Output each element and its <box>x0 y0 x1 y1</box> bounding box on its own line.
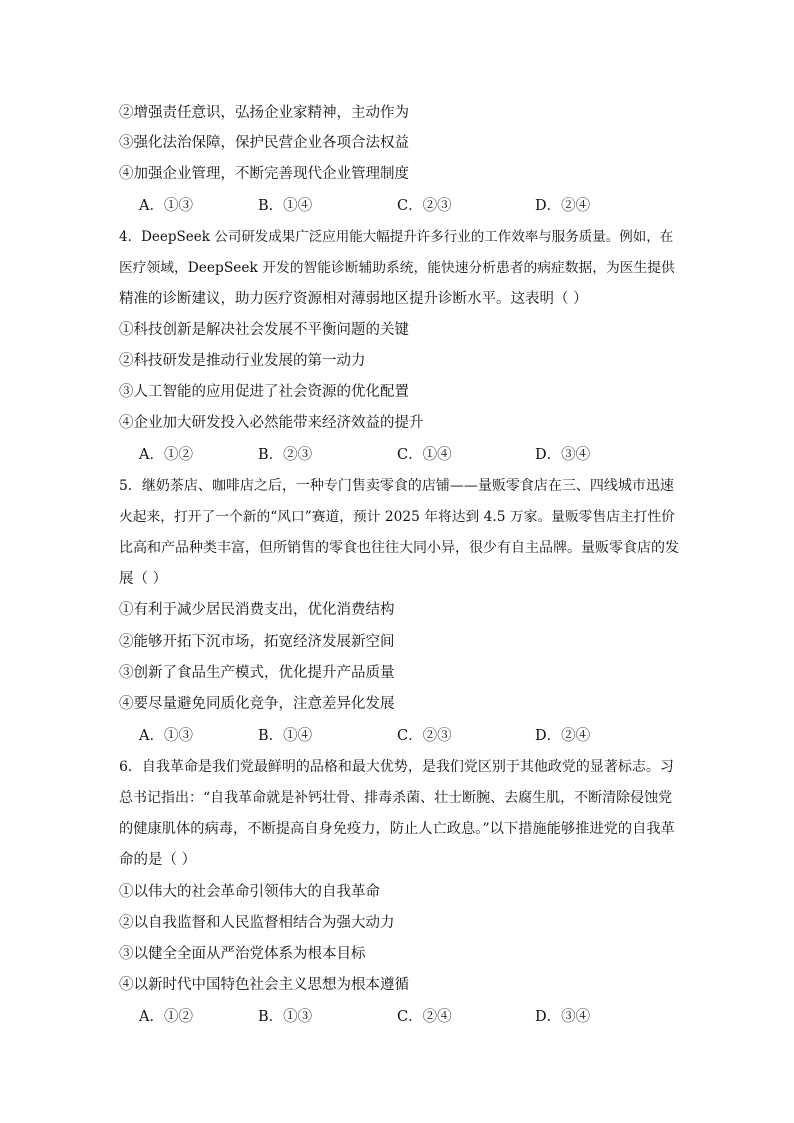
q6-stem-line-4: 命的是（ ） <box>119 852 197 868</box>
q5-options <box>119 726 679 746</box>
q4-item-3: ③人工智能的应用促进了社会资源的优化配置 <box>119 384 409 400</box>
q3-option-c: C．②③ <box>397 198 452 214</box>
q3-item-3: ③强化法治保障，保护民营企业各项合法权益 <box>119 135 409 151</box>
q4-stem-line-2: 医疗领域，DeepSeek 开发的智能诊断辅助系统，能快速分析患者的病症数据，为医生提供 <box>119 260 675 276</box>
q5-option-b: B．①④ <box>258 728 313 744</box>
q6-stem-line-3: 的健康肌体的病毒，不断提高自身免疫力，防止人亡政息。”以下措施能够推进党的自我革 <box>119 821 675 837</box>
q3-item-2: ②增强责任意识，弘扬企业家精神，主动作为 <box>119 105 409 121</box>
q3-option-b: B．①④ <box>258 198 313 214</box>
q5-item-4: ④要尽量避免同质化竞争，注意差异化发展 <box>119 696 395 712</box>
q6-options <box>119 1007 679 1027</box>
q5-item-3: ③创新了食品生产模式，优化提升产品质量 <box>119 665 395 681</box>
q6-item-1: ①以伟大的社会革命引领伟大的自我革命 <box>119 884 380 900</box>
q3-option-d: D．②④ <box>535 198 591 214</box>
q6-item-3: ③以健全全面从严治党体系为根本目标 <box>119 946 366 962</box>
q3-options <box>119 196 679 216</box>
q6-option-b: B．①③ <box>258 1009 313 1025</box>
q4-item-1: ①科技创新是解决社会发展不平衡问题的关键 <box>119 322 409 338</box>
q4-stem-line-3: 精准的诊断建议，助力医疗资源相对薄弱地区提升诊断水平。这表明（ ） <box>119 291 588 307</box>
q4-option-a: A．①② <box>139 447 193 463</box>
q3-option-a: A．①③ <box>139 198 193 214</box>
q4-item-4: ④企业加大研发投入必然能带来经济效益的提升 <box>119 415 424 431</box>
q6-item-4: ④以新时代中国特色社会主义思想为根本遵循 <box>119 977 409 993</box>
q4-item-2: ②科技研发是推动行业发展的第一动力 <box>119 353 366 369</box>
q5-stem-line-3: 比高和产品种类丰富，但所销售的零食也往往大同小异，很少有自主品牌。量贩零食店的发 <box>119 540 679 556</box>
q3-item-4: ④加强企业管理，不断完善现代企业管理制度 <box>119 166 409 182</box>
q4-options <box>119 445 679 465</box>
q5-stem-line-4: 展（ ） <box>119 571 168 587</box>
q5-stem-line-1: 5．继奶茶店、咖啡店之后，一种专门售卖零食的店铺——量贩零食店在三、四线城市迅速 <box>119 478 674 494</box>
q6-stem-line-1: 6．自我革命是我们党最鲜明的品格和最大优势，是我们党区别于其他政党的显著标志。习 <box>119 759 674 775</box>
q4-stem-line-1: 4．DeepSeek 公司研发成果广泛应用能大幅提升许多行业的工作效率与服务质量。例如，在 <box>119 229 674 245</box>
q4-option-d: D．③④ <box>535 447 591 463</box>
q6-stem-line-2: 总书记指出：“自我革命就是补钙壮骨、排毒杀菌、壮士断腕、去腐生肌，不断清除侵蚀党 <box>119 790 673 806</box>
q6-option-a: A．①② <box>139 1009 193 1025</box>
q6-option-d: D．③④ <box>535 1009 591 1025</box>
q5-item-1: ①有利于减少居民消费支出，优化消费结构 <box>119 602 395 618</box>
q5-item-2: ②能够开拓下沉市场，拓宽经济发展新空间 <box>119 634 395 650</box>
q5-option-a: A．①③ <box>139 728 193 744</box>
q5-stem-line-2: 火起来，打开了一个新的“风口”赛道，预计 2025 年将达到 4.5 万家。量贩零售店主打性价 <box>119 509 675 525</box>
q6-item-2: ②以自我监督和人民监督相结合为强大动力 <box>119 915 395 931</box>
q4-option-b: B．②③ <box>258 447 313 463</box>
q5-option-c: C．②③ <box>397 728 452 744</box>
q4-option-c: C．①④ <box>397 447 452 463</box>
q6-option-c: C．②④ <box>397 1009 452 1025</box>
q5-option-d: D．②④ <box>535 728 591 744</box>
